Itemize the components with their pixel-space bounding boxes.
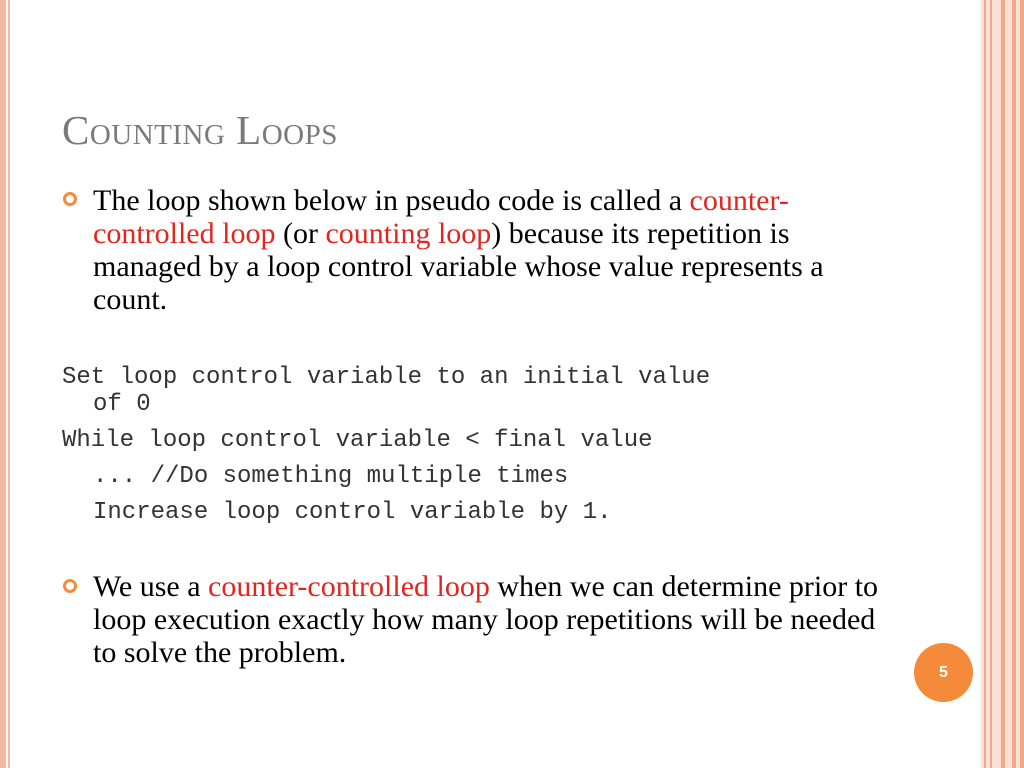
highlight-term: counter-controlled loop [93, 184, 789, 250]
text-span: when we can determine prior to loop execution exactly how many loop repetitions will be needed to solve the problem. [93, 570, 879, 669]
code-line: ... //Do something multiple times [93, 463, 569, 490]
code-line: Increase loop control variable by 1. [93, 499, 612, 526]
page-number-badge: 5 [914, 643, 973, 702]
bullet-paragraph-2 [93, 570, 883, 669]
left-border-stripe [0, 0, 6, 768]
highlight-term: counting loop [325, 217, 492, 250]
code-line: While loop control variable < final value [62, 427, 653, 454]
right-border-line [1020, 0, 1024, 768]
right-border-line [984, 0, 986, 768]
code-line-continuation: of 0 [93, 391, 151, 418]
slide-title: Counting Loops [62, 107, 338, 153]
right-border-line [990, 0, 992, 768]
right-border-line [1012, 0, 1016, 768]
text-span: ) because its repetition is managed by a loop control variable whose value represents a count. [93, 217, 824, 316]
bullet-paragraph-1 [93, 184, 893, 316]
text-span: We use a [93, 570, 209, 603]
circle-bullet-icon [62, 578, 78, 594]
code-line: Set loop control variable to an initial value [62, 364, 711, 391]
text-span: (or [275, 217, 326, 250]
right-border-line [1001, 0, 1005, 768]
circle-bullet-icon [62, 191, 78, 207]
left-border-line [8, 0, 10, 768]
highlight-term: counter-controlled loop [208, 570, 490, 603]
text-span: The loop shown below in pseudo code is called a [93, 184, 690, 217]
